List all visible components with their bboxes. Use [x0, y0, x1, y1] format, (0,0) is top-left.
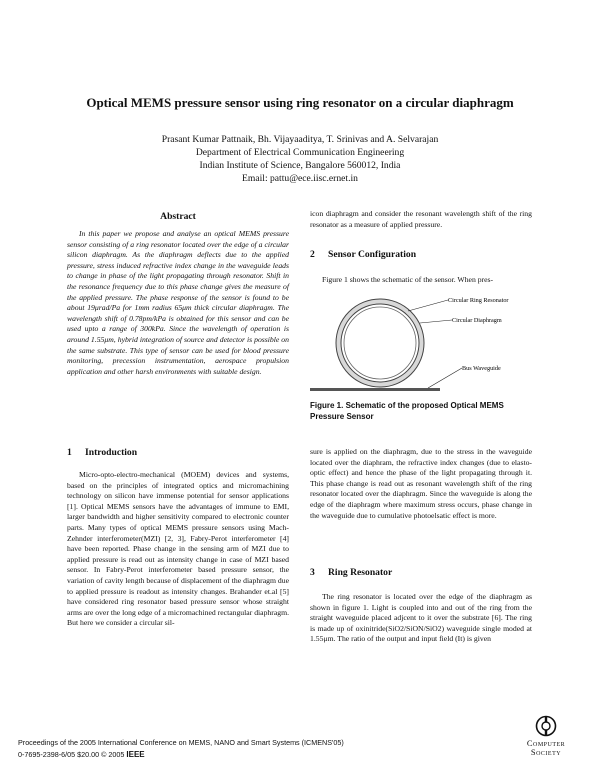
- section-title: Sensor Configuration: [328, 249, 417, 260]
- introduction-heading: [67, 447, 137, 458]
- footer: [18, 737, 344, 761]
- continued-paragraph: sure is applied on the diaphragm, due to the stress in the waveguide located over the diaphram, the refractive index changes (due to elasto-optic effect) and hence the phase of the light propagating through it. This phase change is read out as resonant wavelength shift of the ring resonator located over the diaphragm. Since the waveguide is along the edge of the diaphragm where maximum stress occurs, phase change in the waveguide due to cumulative photoelsatic effect is more.: [310, 447, 532, 520]
- label-bus-waveguide: Bus Waveguide: [462, 365, 501, 372]
- author-block: [0, 133, 600, 185]
- section-number: 1: [67, 447, 72, 458]
- figure-caption: Figure 1. Schematic of the proposed Optical MEMS Pressure Sensor: [310, 401, 504, 421]
- section-number: 2: [310, 249, 315, 260]
- authors: Prasant Kumar Pattnaik, Bh. Vijayaaditya, T. Srinivas and A. Selvarajan: [161, 134, 439, 145]
- footer-isbn: 0-7695-2398-6/05 $20.00 © 2005: [18, 750, 125, 759]
- figure-1-schematic: [310, 293, 540, 393]
- leader-ring: [408, 300, 448, 311]
- ring-resonator-inner: [344, 307, 416, 379]
- continued-paragraph: icon diaphragm and consider the resonant wavelength shift of the ring resonator as a measure of applied pressure.: [310, 209, 532, 229]
- section-title: Introduction: [85, 447, 138, 458]
- right-column-top: [310, 209, 532, 230]
- leader-bus: [428, 368, 462, 388]
- logo-line-2: Society: [530, 747, 562, 757]
- computer-society-emblem-icon: [535, 715, 557, 737]
- label-ring-resonator: Circular Ring Resonator: [448, 297, 509, 304]
- label-circular-diaphragm: Circular Diaphragm: [452, 317, 502, 324]
- sensor-config-body: [310, 275, 532, 286]
- ring-resonator-paragraph: The ring resonator is located over the edge of the diaphragm as shown in figure 1. Light is coupled into and out of the ring from the straight waveguide placed adjcent to it over the substrate [6]. The ring is made up of oxinitride(SiO2/SiON/SiO2) waveguide single moded at 1.55μm. The ratio of the output and input field (It) is given: [310, 592, 532, 644]
- logo-line-1: Computer: [526, 738, 566, 748]
- department: Department of Electrical Communication Engineering: [195, 147, 405, 158]
- introduction-paragraph: Micro-opto-electro-mechanical (MOEM) devices and systems, based on the principles of integrated optics and micromachining technology on silicon have immense potential for sensor applications [1]. Optical MEMS sensors have the advantages of immune to EMI, larger bandwidth and higher sensitivity compared to electronic counter parts. Many types of optical MEMS pressure sensors using Mach-Zehnder interferometer(MZI) [2, 3], Fabry-Perot interferometer [4] have been reported. Phase change in the sensing arm of MZI due to applied pressure is read out as intensity change in case of MZI based sensor. In Fabry-Perot interferometer based pressure sensor, the variation of cavity length because of displacement of the diaphragm due to applied pressure is readout as intensity changes. Brahander et.al [5] have considered ring resonator based pressure sensor whose straight arms are over the long edge of a micromachined rectangular diaphragm. But here we consider a circular sil-: [67, 470, 290, 628]
- ring-resonator-heading: [310, 567, 392, 578]
- leader-diaphragm: [420, 320, 452, 323]
- sensor-config-paragraph: Figure 1 shows the schematic of the sensor. When pres-: [322, 275, 494, 284]
- email: Email: pattu@ece.iisc.ernet.in: [242, 173, 358, 184]
- paper-title: Optical MEMS pressure sensor using ring resonator on a circular diaphragm: [86, 95, 514, 110]
- footer-proceedings: Proceedings of the 2005 International Conference on MEMS, NANO and Smart Systems (ICMENS'05): [18, 738, 344, 747]
- abstract-heading: Abstract: [160, 211, 196, 222]
- footer-copyright-line: [18, 749, 344, 761]
- computer-society-logo: [506, 715, 586, 757]
- abstract-text: In this paper we propose and analyse an optical MEMS pressure sensor consisting of a ring resonator located over the edge of a circular silicon diaphragm. As the diaphragm deflects due to the applied pressure, stress induced refractive index change in the waveguide leads to change in phase of the light propagating through resonator. Shift in the resonance frequency due to this phase change gives the measure of the applied pressure. The phase response of the sensor is found to be about 19μrad/Pa for 1mm radius 65μm thick circular diaphragm. The wavelength shift of 0.78pm/kPa is obtained for this sensor and can be used upto a range of 300kPa. Since the wavelength of operation is around 1.55μm, hybrid integration of source and detector is possible on the same substrate. This type of sensor can be used for blood pressure monitoring, precession instrumentation, aerospace propulsion application and other harsh environments with suitable design.: [67, 229, 289, 376]
- bus-waveguide: [310, 388, 440, 391]
- ring-resonator-body: [310, 592, 532, 645]
- ieee-logo-text: IEEE: [126, 750, 145, 759]
- sensor-config-continued: [310, 447, 532, 521]
- section-title: Ring Resonator: [328, 567, 393, 578]
- institute: Indian Institute of Science, Bangalore 560012, India: [199, 160, 401, 171]
- section-number: 3: [310, 567, 315, 578]
- introduction-body: [67, 470, 289, 629]
- sensor-config-heading: [310, 249, 416, 260]
